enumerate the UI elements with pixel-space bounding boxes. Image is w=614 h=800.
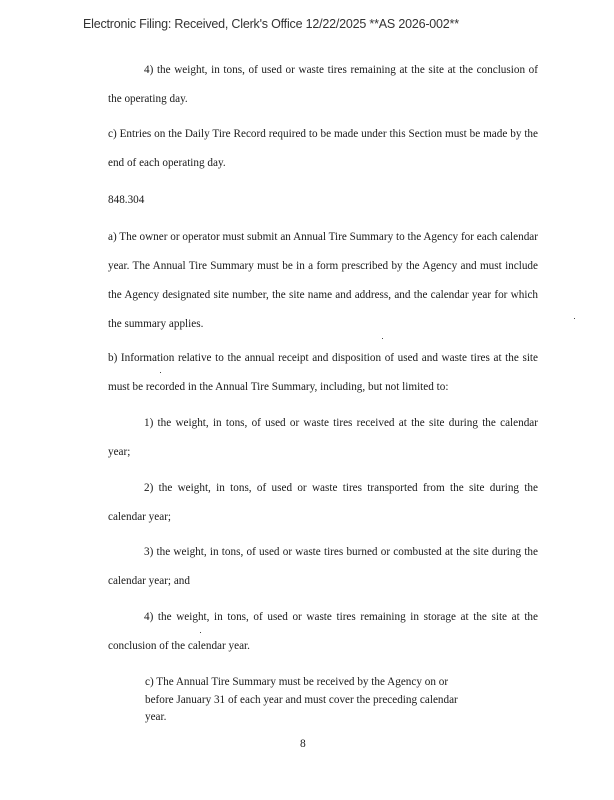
- paragraph-annual-item-1: 1) the weight, in tons, of used or waste tires received at the site during the calendar year;: [108, 417, 538, 458]
- paragraph-annual-a: a) The owner or operator must submit an Annual Tire Summary to the Agency for each calendar year. The Annual Tire Summary must be in a form prescribed by the Agency and must include the Agency designated site number, the site name and address, and the calendar year for which the summary applies.: [108, 231, 538, 330]
- scan-speck: [382, 338, 383, 339]
- paragraph-annual-b: b) Information relative to the annual receipt and disposition of used and waste tires at the site must be recorded in the Annual Tire Summary, including, but not limited to:: [108, 352, 538, 393]
- page-number: 8: [300, 738, 306, 750]
- paragraph-daily-item-4: 4) the weight, in tons, of used or waste tires remaining at the site at the conclusion of the operating day.: [108, 64, 538, 105]
- scan-speck: [574, 318, 575, 319]
- paragraph-annual-item-3: 3) the weight, in tons, of used or waste tires burned or combusted at the site during the calendar year; and: [108, 546, 538, 587]
- paragraph-daily-c: c) Entries on the Daily Tire Record required to be made under this Section must be made by the end of each operating day.: [108, 128, 538, 169]
- scan-speck: [160, 372, 161, 373]
- paragraph-annual-item-2: 2) the weight, in tons, of used or waste tires transported from the site during the calendar year;: [108, 482, 538, 523]
- scan-speck: [200, 632, 201, 633]
- paragraph-annual-item-4: 4) the weight, in tons, of used or waste tires remaining in storage at the site at the conclusion of the calendar year.: [108, 611, 538, 652]
- section-number: 848.304: [108, 194, 145, 206]
- filing-stamp-header: Electronic Filing: Received, Clerk's Office 12/22/2025 **AS 2026-002**: [83, 17, 459, 31]
- paragraph-annual-c: c) The Annual Tire Summary must be received by the Agency on or before January 31 of each year and must cover the preceding calendar year.: [145, 676, 458, 723]
